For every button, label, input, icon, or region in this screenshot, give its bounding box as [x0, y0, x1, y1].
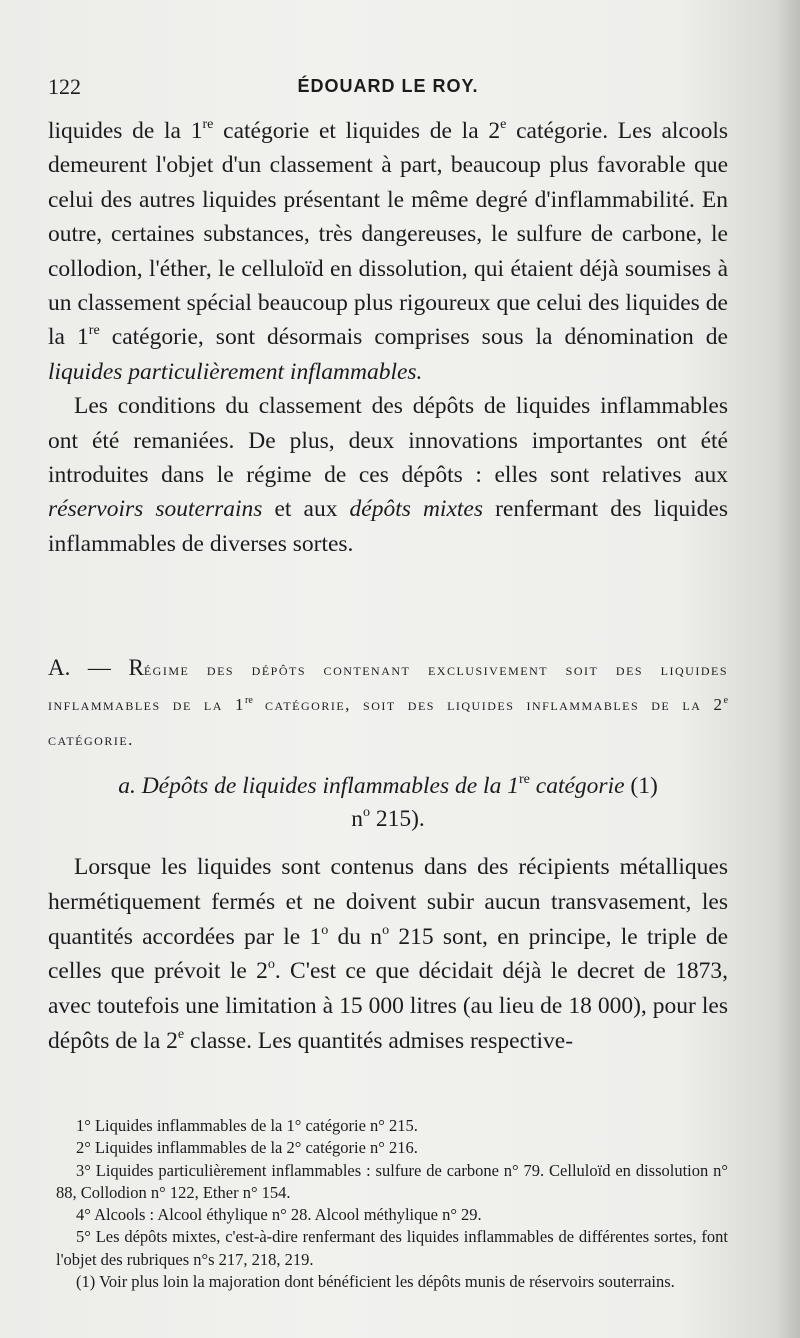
rubric-number: n: [351, 806, 363, 832]
superscript: e: [723, 694, 728, 706]
text-run: liquides de la 1: [48, 118, 203, 144]
superscript: re: [88, 322, 100, 339]
footnote-4: 4° Alcools : Alcool éthylique n° 28. Alcool méthylique n° 29.: [76, 1205, 482, 1225]
running-head: ÉDOUARD LE ROY.: [297, 76, 479, 96]
superscript: o: [382, 921, 390, 938]
paragraph-3: [48, 850, 728, 1059]
superscript: o: [362, 804, 370, 821]
italic-term: liquides particulièrement inflammables.: [48, 358, 423, 385]
second-text-block: [48, 850, 728, 1059]
superscript: re: [244, 694, 253, 706]
superscript: o: [321, 921, 329, 938]
section-heading: [48, 650, 728, 757]
text-run: catégorie et liquides de la 2: [213, 118, 501, 144]
superscript: re: [202, 116, 214, 133]
section-title-part: catégorie.: [48, 730, 134, 749]
text-run: catégorie, sont désormais comprises sous la dénomination de: [99, 324, 728, 351]
subsection-heading: [48, 770, 728, 836]
text-run: et aux: [262, 496, 350, 523]
italic-term: réservoirs souterrains: [48, 496, 263, 523]
footnote-6: (1) Voir plus loin la majoration dont bénéficient les dépôts munis de réservoirs souterrains.: [76, 1272, 675, 1292]
footnote-2: 2° Liquides inflammables de la 2° catégorie n° 216.: [76, 1138, 418, 1158]
rubric-number-tail: 215).: [369, 806, 425, 832]
superscript: o: [267, 956, 275, 973]
text-run: Lorsque les liquides sont contenus dans des récipients métalliques hermétiquement fermés et ne doivent subir aucun transvasement, les quantités accordées par le 1: [48, 854, 728, 950]
subsection-title-part: catégorie: [529, 773, 625, 799]
text-run: du n: [328, 923, 383, 950]
paragraph-2: [48, 389, 728, 561]
text-run: classe. Les quantités admises respective-: [184, 1027, 574, 1054]
superscript: e: [177, 1026, 185, 1043]
footnotes: [56, 1115, 728, 1293]
footnote-1: 1° Liquides inflammables de la 1° catégorie n° 215.: [76, 1116, 418, 1135]
footnote-5: 5° Les dépôts mixtes, c'est-à-dire renfermant des liquides inflammables de différentes sortes, font l'objet des rubriques n°s 217, 218, 219.: [56, 1227, 728, 1269]
page-number: 122: [48, 74, 81, 99]
footnote-3: 3° Liquides particulièrement inflammables : sulfure de carbone n° 79. Celluloïd en dissolution n° 88, Collodion n° 122, Ether n° 154.: [56, 1160, 728, 1202]
text-run: Les conditions du classement des dépôts de liquides inflammables ont été remaniées. De plus, deux innovations importantes ont été introduites dans le régime de ces dépôts : elles sont relatives aux: [48, 393, 728, 489]
superscript: re: [518, 771, 530, 788]
subsection-title-part: a. Dépôts de liquides inflammables de la 1: [118, 773, 519, 799]
main-text-block: [48, 114, 728, 561]
text-run: . C'est ce que décidait déjà le decret de 1873, avec toutefois une limitation à 15 000 litres (au lieu de 18 000), pour les dépôts de la 2: [48, 958, 729, 1054]
text-run: 215 sont, en principe, le triple de celles que prévoit le 2: [48, 923, 729, 985]
paragraph-1: [48, 114, 728, 389]
text-run: renfermant des liquides inflammables de diverses sortes.: [48, 496, 729, 557]
superscript: e: [500, 116, 507, 133]
footnote-ref: (1): [624, 773, 658, 799]
section-title-part: égime des dépôts contenant exclusivement soit des liquides inflammables de la 1: [48, 660, 728, 714]
text-run: catégorie. Les alcools demeurent l'objet d'un classement à part, beaucoup plus favorable que celui des autres liquides présentant le même degré d'inflammabilité. En outre, certaines substances, très dangereuses, le sulfure de carbone, le collodion, l'éther, le celluloïd en dissolution, qui étaient déjà soumises à un classement spécial beaucoup plus rigoureux que celui des liquides de la 1: [48, 118, 729, 351]
page-header: [48, 74, 728, 104]
italic-term: dépôts mixtes: [349, 496, 483, 523]
section-lead: A. — R: [48, 655, 144, 680]
section-title-part: catégorie, soit des liquides inflammables de la 2: [252, 695, 724, 714]
